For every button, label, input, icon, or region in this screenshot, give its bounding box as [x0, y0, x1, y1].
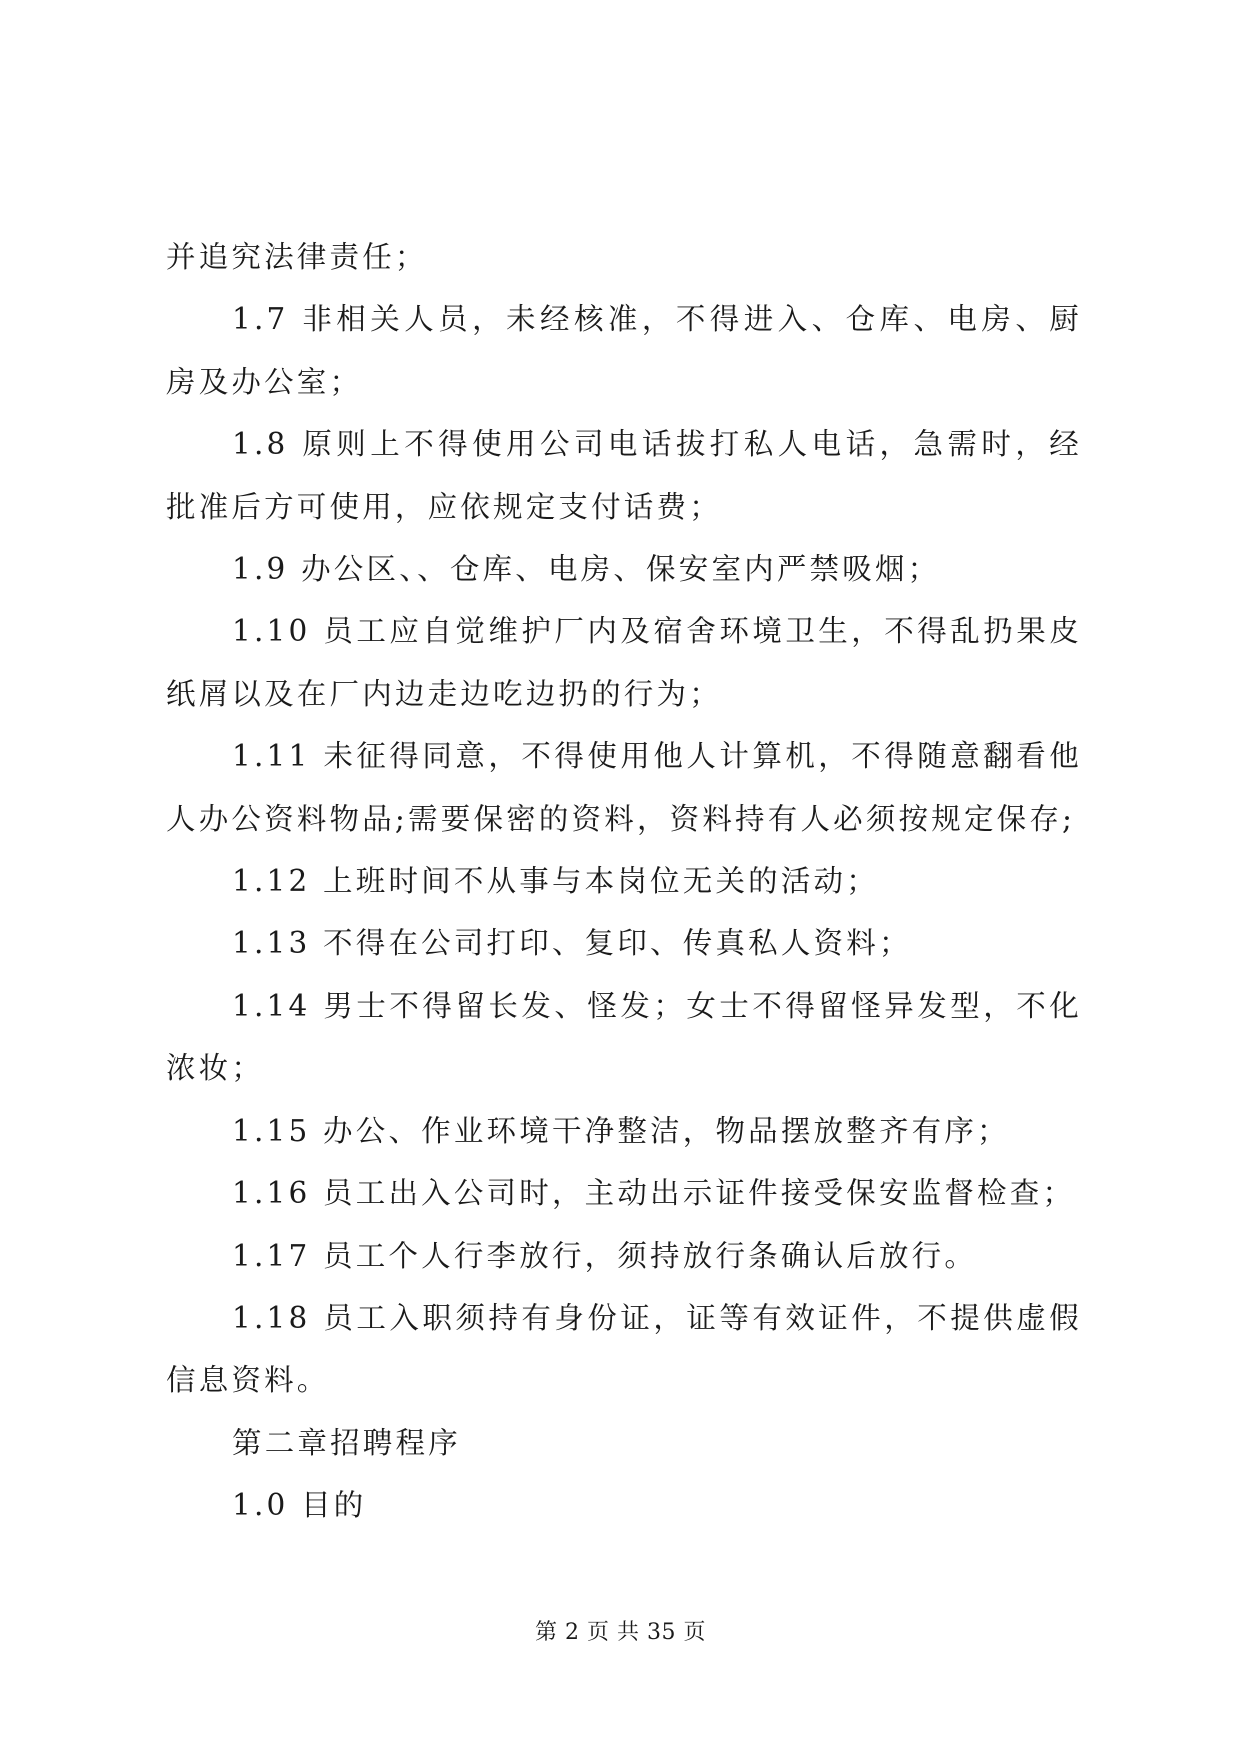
paragraph-rule-1-12: 1.12 上班时间不从事与本岗位无关的活动；: [232, 864, 879, 899]
paragraph-rule-1-14: 1.14 男士不得留长发、怪发；女士不得留怪异发型，不化浓妆；: [166, 988, 1082, 1086]
body-text: [166, 226, 1082, 1537]
paragraph-rule-1-7: 1.7 非相关人员，未经核准，不得进入、仓库、电房、厨房及办公室；: [166, 302, 1082, 399]
chapter-heading: 第二章招聘程序: [232, 1425, 461, 1460]
paragraph-rule-1-15: 1.15 办公、作业环境干净整洁，物品摆放整齐有序；: [232, 1113, 1010, 1148]
paragraph-rule-1-13: 1.13 不得在公司打印、复印、传真私人资料；: [232, 926, 912, 961]
paragraph-continuation: 并追究法律责任；: [166, 240, 428, 274]
paragraph-rule-1-18: 1.18 员工入职须持有身份证，证等有效证件，不提供虚假信息资料。: [166, 1300, 1082, 1398]
paragraph-rule-1-11: 1.11 未征得同意，不得使用他人计算机，不得随意翻看他人办公资料物品;需要保密的资料，资料持有人必须按规定保存;: [166, 739, 1082, 836]
paragraph-rule-1-10: 1.10 员工应自觉维护厂内及宿舍环境卫生，不得乱扔果皮纸屑以及在厂内边走边吃边扔的行为；: [166, 614, 1082, 711]
paragraph-rule-1-16: 1.16 员工出入公司时，主动出示证件接受保安监督检查；: [232, 1176, 1076, 1211]
section-heading-purpose: 1.0 目的: [232, 1488, 367, 1523]
paragraph-rule-1-9: 1.9 办公区、、仓库、电房、保安室内严禁吸烟；: [232, 552, 941, 587]
paragraph-rule-1-17: 1.17 员工个人行李放行，须持放行条确认后放行。: [232, 1238, 978, 1273]
page-number-footer: 第 2 页 共 35 页: [535, 1620, 706, 1645]
paragraph-rule-1-8: 1.8 原则上不得使用公司电话拔打私人电话，急需时，经批准后方可使用，应依规定支付话费；: [166, 427, 1082, 524]
